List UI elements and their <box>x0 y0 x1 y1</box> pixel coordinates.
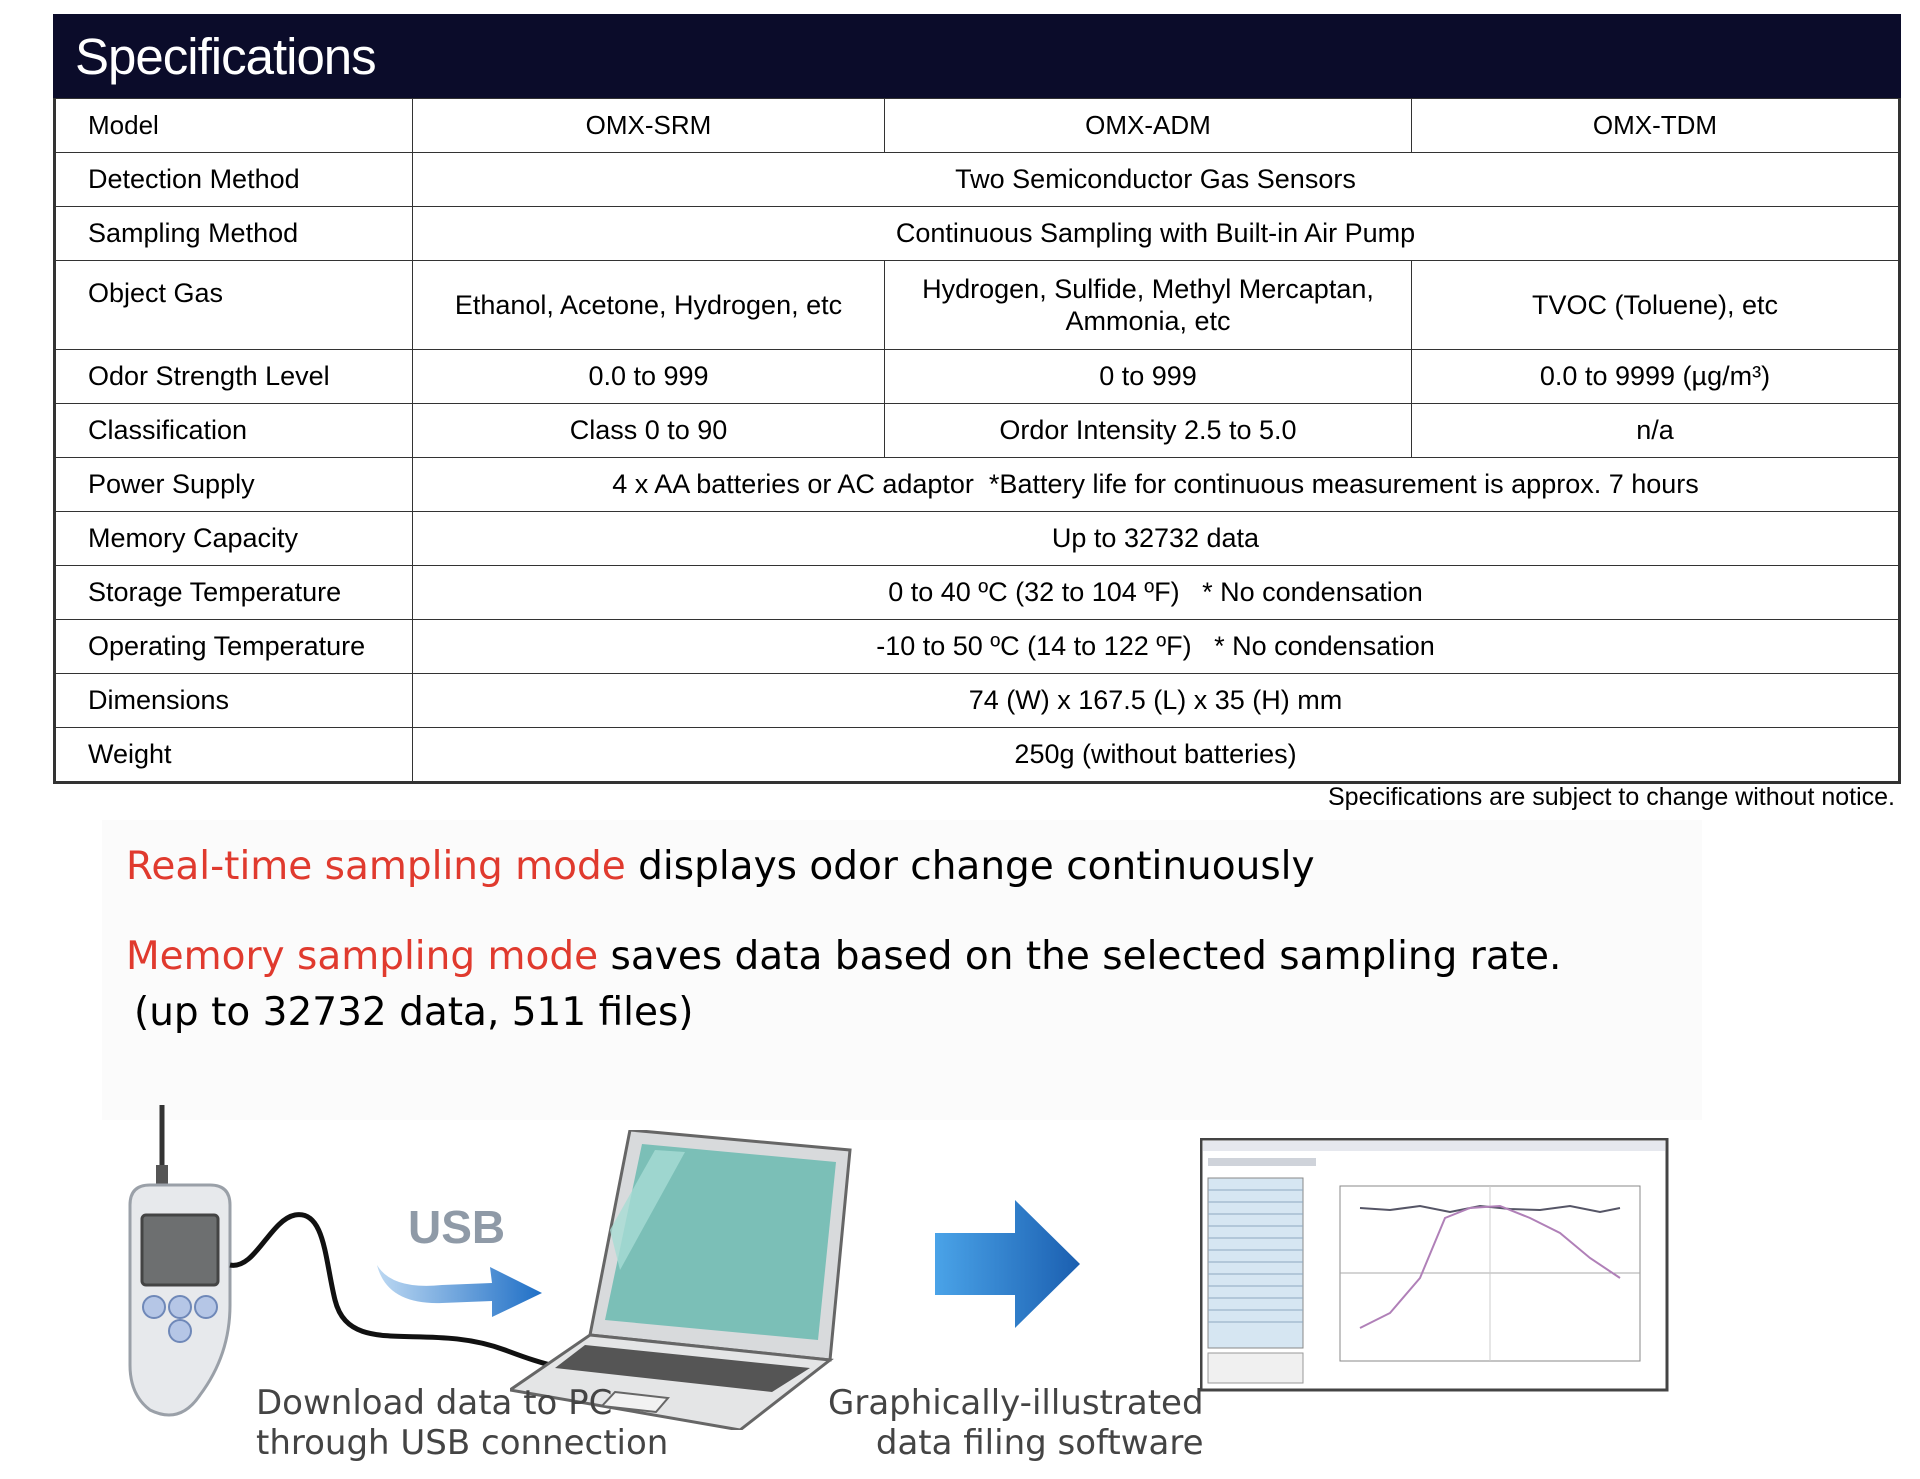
table-row-dimensions <box>55 674 1900 728</box>
spec-table <box>53 98 1901 784</box>
memory-mode-highlight: Memory sampling mode <box>126 934 599 979</box>
model-adm: OMX-ADM <box>885 99 1412 153</box>
row-label: Weight <box>55 728 413 783</box>
gas-tdm: TVOC (Toluene), etc <box>1412 261 1900 350</box>
software-screenshot-image <box>1200 1138 1670 1393</box>
realtime-mode-line <box>126 844 1315 889</box>
row-label: Power Supply <box>55 458 413 512</box>
row-label: Model <box>55 99 413 153</box>
gas-srm: Ethanol, Acetone, Hydrogen, etc <box>413 261 885 350</box>
download-caption-line1: Download data to PC <box>256 1383 613 1423</box>
download-caption <box>256 1383 668 1463</box>
spec-notice: Specifications are subject to change without notice. <box>1327 783 1895 811</box>
table-row-weight <box>55 728 1900 783</box>
workflow-illustration <box>0 1090 1920 1479</box>
row-label: Storage Temperature <box>55 566 413 620</box>
row-value: Up to 32732 data <box>413 512 1900 566</box>
table-row-odor <box>55 350 1900 404</box>
row-value: Continuous Sampling with Built-in Air Pump <box>413 207 1900 261</box>
class-srm: Class 0 to 90 <box>413 404 885 458</box>
table-row-power <box>55 458 1900 512</box>
right-arrow-icon <box>935 1200 1085 1330</box>
odor-adm: 0 to 999 <box>885 350 1412 404</box>
table-row-memory <box>55 512 1900 566</box>
model-tdm: OMX-TDM <box>1412 99 1900 153</box>
class-adm: Ordor Intensity 2.5 to 5.0 <box>885 404 1412 458</box>
row-value: Two Semiconductor Gas Sensors <box>413 153 1900 207</box>
spec-title: Specifications <box>75 27 376 85</box>
row-value: 4 x AA batteries or AC adaptor *Battery life for continuous measurement is approx. 7 hours <box>413 458 1900 512</box>
table-row-model <box>55 99 1900 153</box>
odor-tdm: 0.0 to 9999 (µg/m³) <box>1412 350 1900 404</box>
sampling-modes <box>102 820 1702 1120</box>
download-caption-line2: through USB connection <box>256 1423 669 1463</box>
row-label: Object Gas <box>55 261 413 350</box>
gas-adm: Hydrogen, Sulfide, Methyl Mercaptan, Ammonia, etc <box>885 261 1412 350</box>
row-label: Sampling Method <box>55 207 413 261</box>
table-row-operating-temp <box>55 620 1900 674</box>
table-row-storage-temp <box>55 566 1900 620</box>
table-row-sampling <box>55 207 1900 261</box>
software-caption <box>828 1383 1204 1463</box>
realtime-mode-text: displays odor change continuously <box>625 844 1315 889</box>
spec-header <box>53 14 1901 98</box>
table-row-classification <box>55 404 1900 458</box>
specifications-section <box>53 14 1901 784</box>
software-caption-line2: data filing software <box>875 1423 1204 1463</box>
row-label: Operating Temperature <box>55 620 413 674</box>
class-tdm: n/a <box>1412 404 1900 458</box>
software-caption-line1: Graphically-illustrated <box>828 1383 1204 1423</box>
row-label: Dimensions <box>55 674 413 728</box>
memory-mode-line <box>126 934 1561 979</box>
realtime-mode-highlight: Real-time sampling mode <box>126 844 626 889</box>
table-row-object-gas <box>55 261 1900 350</box>
row-value: -10 to 50 ºC (14 to 122 ºF) * No condensation <box>413 620 1900 674</box>
row-label: Odor Strength Level <box>55 350 413 404</box>
row-value: 74 (W) x 167.5 (L) x 35 (H) mm <box>413 674 1900 728</box>
memory-mode-note: (up to 32732 data, 511 files) <box>134 990 694 1035</box>
row-value: 250g (without batteries) <box>413 728 1900 783</box>
table-row-detection <box>55 153 1900 207</box>
model-srm: OMX-SRM <box>413 99 885 153</box>
row-label: Classification <box>55 404 413 458</box>
row-value: 0 to 40 ºC (32 to 104 ºF) * No condensation <box>413 566 1900 620</box>
memory-mode-text: saves data based on the selected sampling rate. <box>598 934 1562 979</box>
row-label: Memory Capacity <box>55 512 413 566</box>
odor-srm: 0.0 to 999 <box>413 350 885 404</box>
row-label: Detection Method <box>55 153 413 207</box>
usb-label: USB <box>408 1201 506 1253</box>
